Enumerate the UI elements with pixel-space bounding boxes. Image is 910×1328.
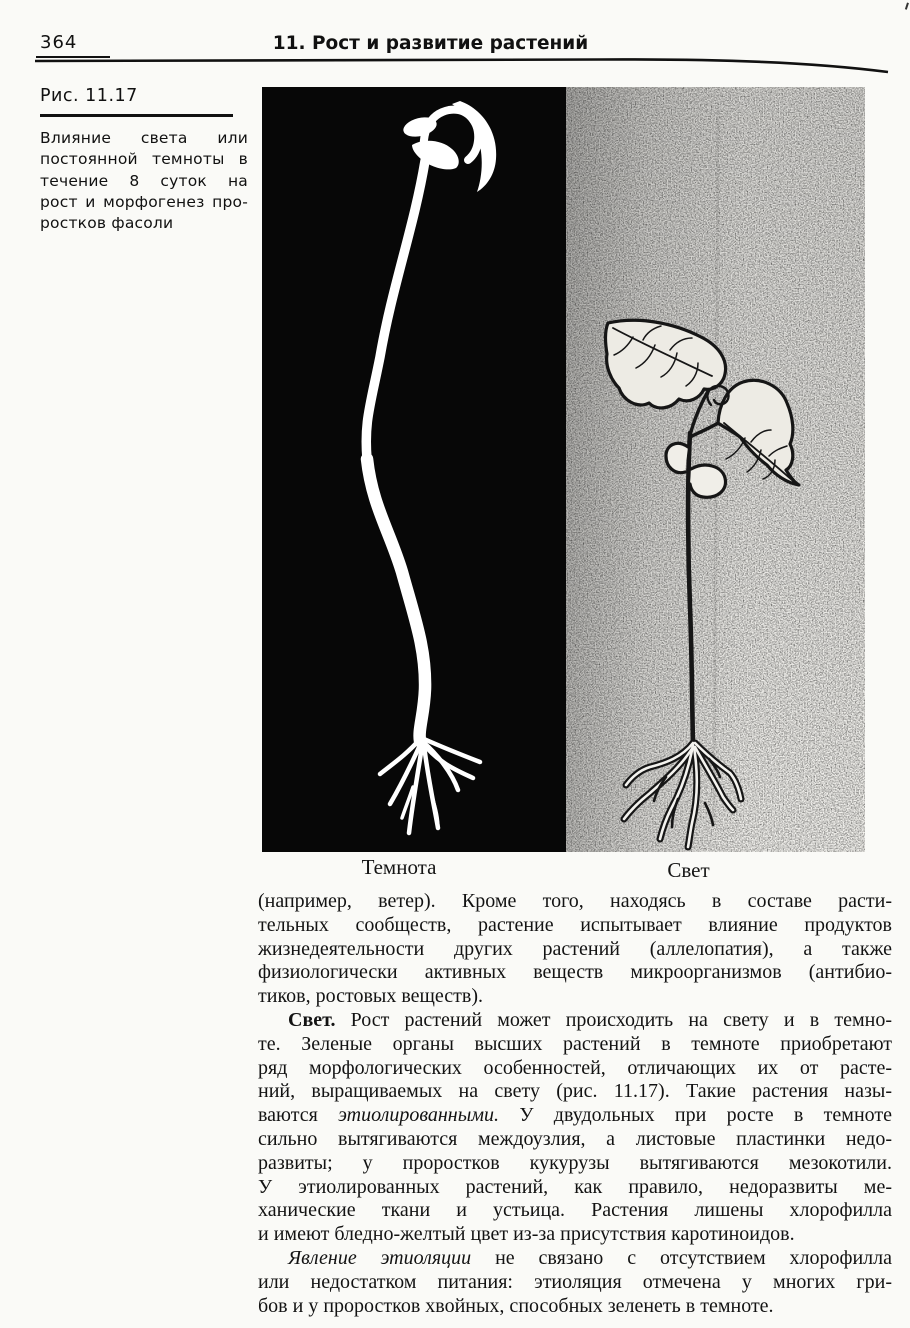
scan-corner-artifact: [901, 1, 909, 10]
body-text-line: Явление этиоляции не связано с отсутствием хлорофилла: [288, 1246, 892, 1269]
figure-caption-line: постоянной темноты в: [40, 150, 248, 169]
body-text-line: тельных сообществ, растение испытывает влияние продуктов: [258, 913, 892, 936]
figure-label-rule: [40, 114, 233, 117]
body-text-line: У этиолированных растений, как правило, недоразвиты ме-: [258, 1175, 892, 1198]
body-text-line: Свет. Рост растений может происходить на свету и в темно-: [288, 1008, 892, 1031]
body-text-line: или недостатком питания: этиоляция отмечена у многих гри-: [258, 1270, 892, 1293]
body-text-line: ряд морфологических особенностей, отличающих их от расте-: [258, 1056, 892, 1079]
figure-caption-line: течение 8 суток на: [40, 171, 248, 190]
figure-caption-line: Влияние света или: [40, 129, 248, 147]
dark-panel-label: Темнота: [361, 855, 437, 879]
figure-caption: [40, 128, 248, 234]
chapter-header: 11. Рост и развитие растений: [272, 33, 589, 54]
body-text-line: развиты; у проростков кукурузы вытягиваются мезокотили.: [258, 1151, 892, 1174]
body-text-line: ханические ткани и устьица. Растения лишены хлорофилла: [258, 1199, 892, 1222]
body-text-line: (например, ветер). Кроме того, находясь в составе расти-: [258, 890, 892, 912]
body-text-line: и имеют бледно-желтый цвет из-за присутствия каротиноидов.: [258, 1223, 795, 1246]
body-text-line: ний, выращиваемых на свету (рис. 11.17). Такие растения назы-: [258, 1080, 892, 1103]
figure-label: Рис. 11.17: [40, 86, 138, 106]
light-panel-label: Свет: [667, 858, 710, 882]
figure-image: [262, 87, 865, 852]
header-rule: [0, 48, 910, 82]
body-text: [258, 890, 892, 1318]
body-text-line: жизнедеятельности других растений (аллелопатия), а также: [258, 937, 892, 960]
body-text-line: физиологически активных веществ микроорганизмов (антибио-: [258, 961, 892, 984]
body-text-line: тиков, ростовых веществ).: [258, 985, 484, 1008]
body-text-line: бов и у проростков хвойных, способных зеленеть в темноте.: [258, 1294, 774, 1317]
body-text-line: те. Зеленые органы высших растений в темноте приобретают: [258, 1032, 892, 1055]
body-text-line: ваются этиолированными. У двудольных при росте в темноте: [258, 1104, 893, 1127]
page-number: 364: [40, 32, 78, 53]
figure-caption-line: рост и морфогенез про-: [40, 192, 248, 211]
body-text-line: сильно вытягиваются междоузлия, а листовые пластинки недо-: [258, 1127, 892, 1150]
figure-11-17: [262, 87, 865, 852]
figure-caption-line: ростков фасоли: [40, 214, 174, 233]
